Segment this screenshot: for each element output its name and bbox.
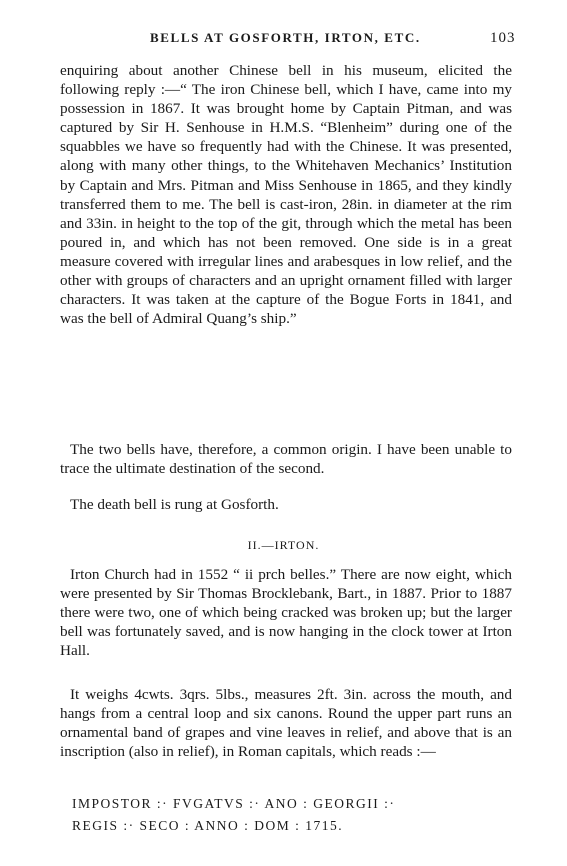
- paragraph-chinese-bell-reply: enquiring about another Chinese bell in his museum, elicited the following reply :—“ The iron Chinese bell, which I have, came into my possession in 1867. It was brought home by Captain Pitman, and was captured by Sir H. Senhouse in H.M.S. “Blenheim” during one of the squabbles we have so frequently had with the Chinese. It was presented, along with many other things, to the Whitehaven Mechanics’ Institution by Captain and Mrs. Pitman and Miss Senhouse in 1865, and they kindly transferred them to me. The bell is cast-iron, 28in. in diameter at the rim and 33in. in height to the top of the git, through which the metal has been poured in, and which has not been removed. One side is in a great measure covered with irregular lines and arabesques in low relief, and the other with groups of characters and an upright ornament filled with larger characters. It was taken at the capture of the Bogue Forts in 1841, and was the bell of Admiral Quang’s ship.”: [60, 62, 512, 328]
- inscription-line-2: REGIS :· SECO : ANNO : DOM : 1715.: [72, 818, 344, 833]
- page-number: 103: [490, 30, 516, 46]
- running-title: BELLS AT GOSFORTH, IRTON, ETC.: [150, 30, 421, 45]
- paragraph-death-bell: The death bell is rung at Gosforth.: [70, 496, 279, 513]
- paragraph-irton-church: Irton Church had in 1552 “ ii prch belles.” There are now eight, which were presented by Sir Thomas Brocklebank, Bart., in 1887. Prior to 1887 there were two, one of which being cracked was broken up; but the larger bell was fortunately saved, and is now hanging in the clock tower at Irton Hall.: [60, 566, 512, 660]
- section-heading-irton: II.—IRTON.: [247, 538, 320, 552]
- paragraph-bell-weight: It weighs 4cwts. 3qrs. 5lbs., measures 2ft. 3in. across the mouth, and hangs from a central loop and six canons. Round the upper part runs an ornamental band of grapes and vine leaves in relief, and above that is an inscription (also in relief), in Roman capitals, which reads :—: [60, 686, 512, 761]
- paragraph-common-origin: The two bells have, therefore, a common origin. I have been unable to trace the ultimate destination of the second.: [60, 441, 512, 478]
- inscription-line-1: IMPOSTOR :· FVGATVS :· ANO : GEORGII :·: [72, 796, 396, 811]
